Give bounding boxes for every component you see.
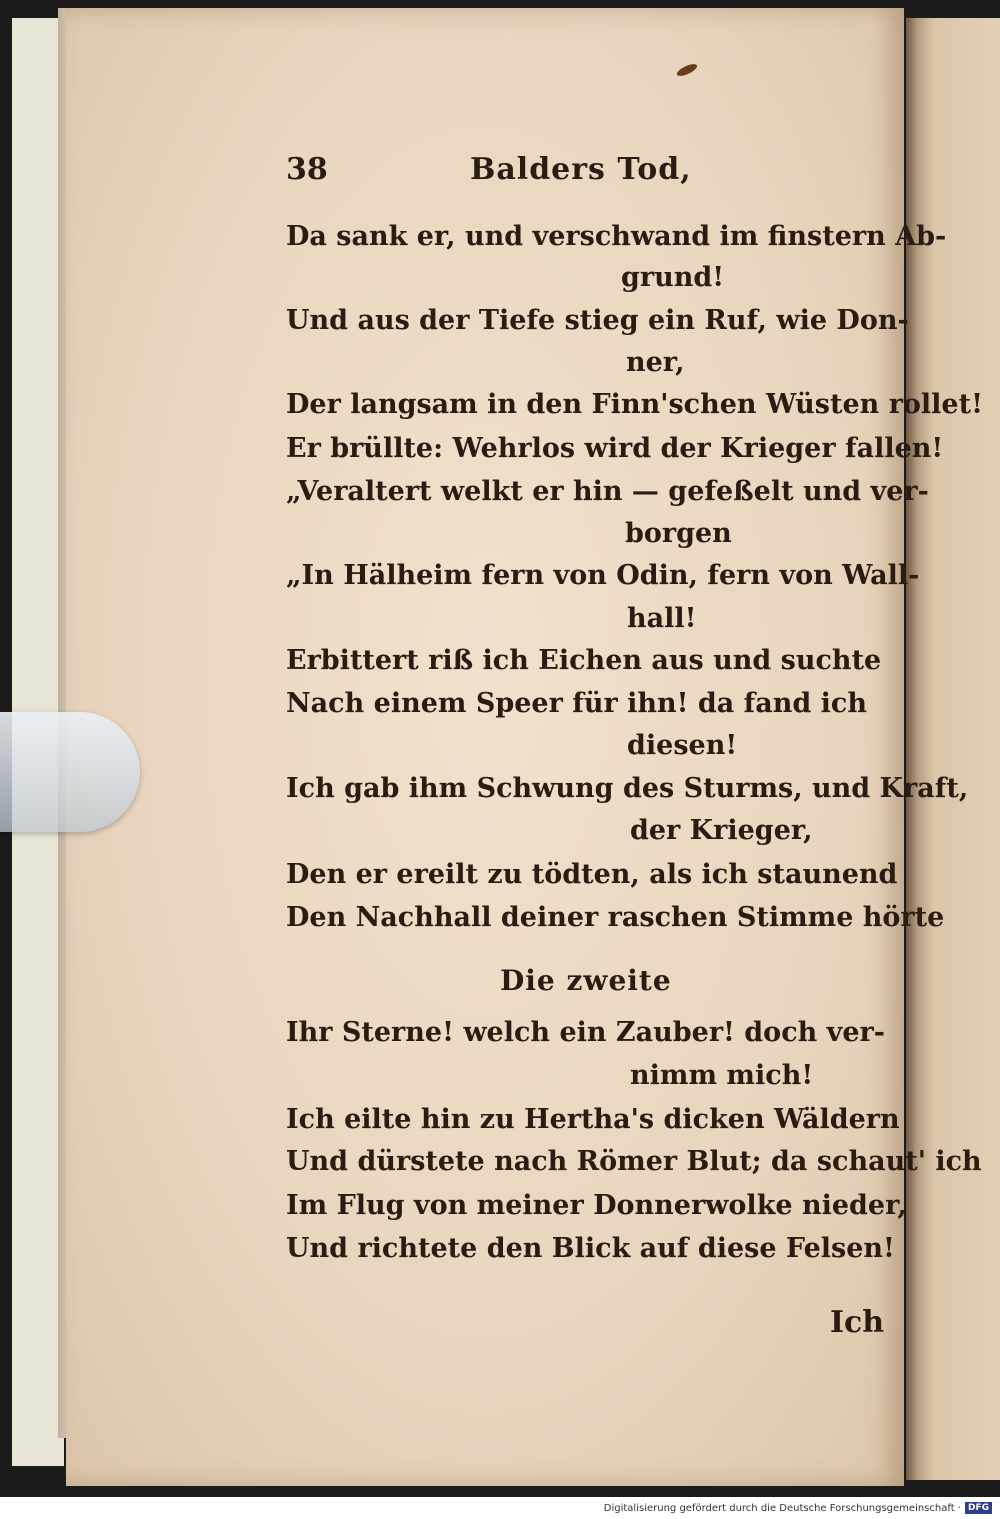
text-line: Und aus der Tiefe stieg ein Ruf, wie Don- [286, 305, 909, 336]
text-line: Ich gab ihm Schwung des Sturms, und Kraft, [286, 773, 969, 804]
text-line-turnover: nimm mich! [630, 1060, 814, 1091]
text-line: „Veraltert welkt er hin — gefeßelt und ver- [286, 476, 929, 507]
footer-credit: Digitalisierung gefördert durch die Deutsche Forschungsgemeinschaft · [603, 1502, 961, 1514]
text-line-turnover: der Krieger, [630, 815, 813, 846]
text-line: „In Hälheim fern von Odin, fern von Wall- [286, 560, 920, 591]
text-line: Ihr Sterne! welch ein Zauber! doch ver- [286, 1017, 885, 1048]
text-line: Nach einem Speer für ihn! da fand ich [286, 688, 867, 719]
text-line: Ich eilte hin zu Hertha's dicken Wäldern [286, 1104, 900, 1135]
text-line-turnover: hall! [627, 603, 697, 634]
dfg-logo-icon: DFG [965, 1502, 992, 1514]
digitization-footer [604, 1502, 992, 1514]
text-line: Erbittert riß ich Eichen aus und suchte [286, 645, 882, 676]
page-number: 38 [286, 152, 328, 187]
running-head: Balders Tod, [470, 152, 692, 187]
text-line: Den er ereilt zu tödten, als ich staunend [286, 859, 898, 890]
text-line: Er brüllte: Wehrlos wird der Krieger fallen! [286, 433, 944, 464]
catchword: Ich [830, 1305, 885, 1340]
text-line: Da sank er, und verschwand im finstern Ab- [286, 221, 947, 252]
speaker-heading: Die zweite [500, 964, 672, 997]
text-line-turnover: borgen [625, 518, 732, 549]
text-line-turnover: grund! [621, 262, 725, 293]
text-line-turnover: diesen! [627, 730, 738, 761]
page-clip [0, 712, 140, 832]
text-line: Und dürstete nach Römer Blut; da schaut' ich [286, 1146, 982, 1177]
text-line: Den Nachhall deiner raschen Stimme hörte [286, 902, 945, 933]
text-line-turnover: ner, [626, 347, 685, 378]
text-line: Im Flug von meiner Donnerwolke nieder, [286, 1190, 907, 1221]
text-line: Der langsam in den Finn'schen Wüsten rollet! [286, 389, 983, 420]
text-line: Und richtete den Blick auf diese Felsen! [286, 1233, 895, 1264]
